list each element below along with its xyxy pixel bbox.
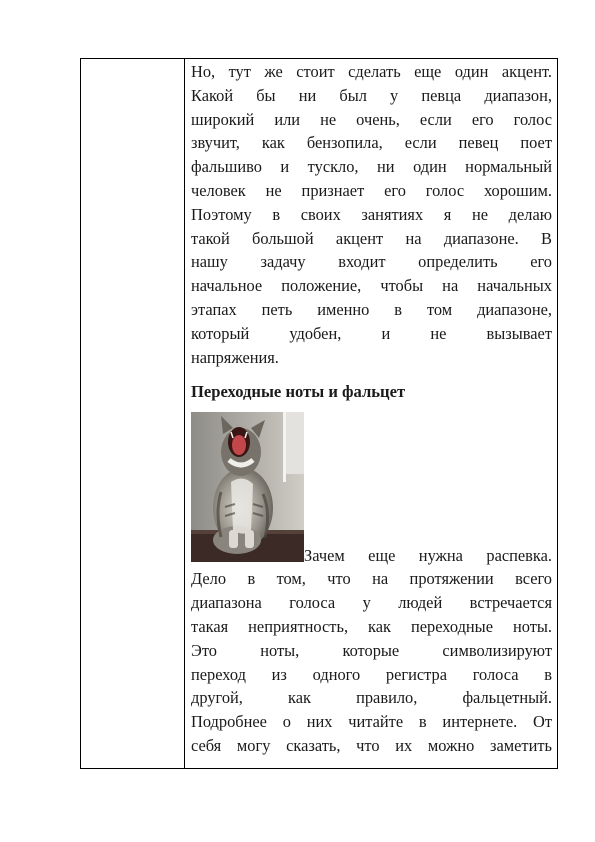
section-heading: Переходные ноты и фальцет: [191, 382, 406, 402]
text-line: Какой бы ни был у певца диапазон,: [191, 85, 552, 105]
table-left-cell: [81, 59, 185, 768]
text-line: который удобен, и не вызывает: [191, 323, 552, 343]
text-line: начальное положение, чтобы на начальных: [191, 276, 552, 296]
text-line: звучит, как бензопила, если певец поет: [191, 133, 552, 153]
paragraph-diapason: [191, 60, 552, 369]
text-line: переход из одного регистра голоса в: [191, 664, 552, 684]
text-line: этапах петь именно в том диапазоне,: [191, 299, 552, 319]
text-line: Но, тут же стоит сделать еще один акцент.: [191, 62, 552, 81]
text-line: себя могу сказать, что их можно заметить: [191, 735, 552, 755]
text-line: Дело в том, что на протяжении всего: [191, 569, 552, 589]
text-line: Подробнее о них читайте в интернете. От: [191, 712, 552, 732]
text-line: человек не признает его голос хорошим.: [191, 180, 552, 200]
text-line: такая неприятность, как переходные ноты.: [191, 616, 552, 636]
text-line: такой большой акцент на диапазоне. В: [191, 228, 552, 248]
cat-photo: [191, 412, 304, 562]
text-line: напряжения.: [191, 347, 279, 367]
table-right-cell: [185, 59, 557, 768]
text-line: нашу задачу входит определить его: [191, 252, 552, 272]
image-with-text-block: [191, 412, 552, 565]
text-line: Зачем еще нужна распевка.: [304, 545, 552, 565]
document-table: [80, 58, 558, 769]
paragraph-transition-notes: [191, 567, 552, 757]
text-line: широкий или не очень, если его голос: [191, 109, 552, 129]
text-line: Поэтому в своих занятиях я не делаю: [191, 204, 552, 224]
text-line: диапазона голоса у людей встречается: [191, 593, 552, 613]
text-line: фальшиво и тускло, ни один нормальный: [191, 157, 552, 177]
text-line: Это ноты, которые символизируют: [191, 640, 552, 660]
text-line: другой, как правило, фальцетный.: [191, 688, 552, 708]
